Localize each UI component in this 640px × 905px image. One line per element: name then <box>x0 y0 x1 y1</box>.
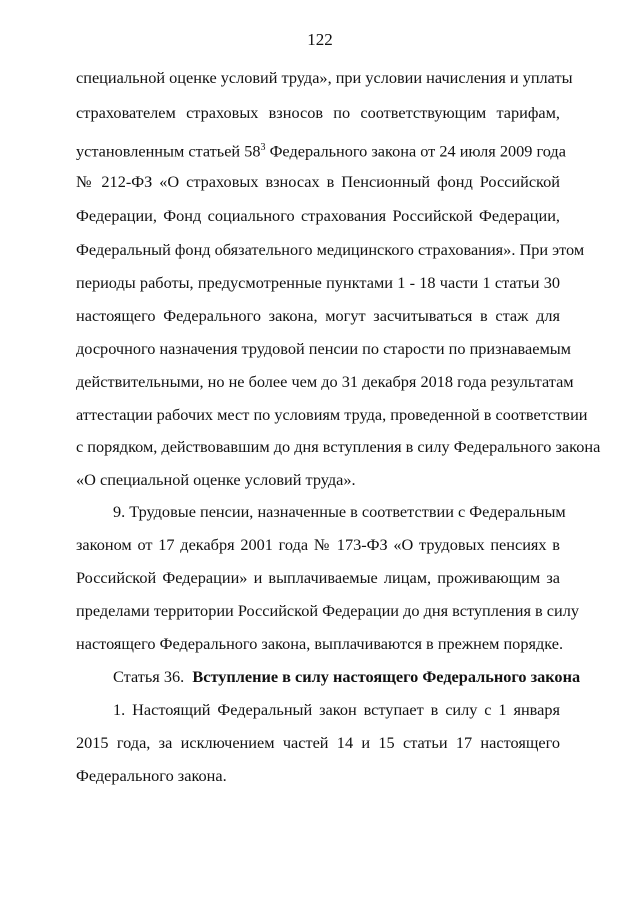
paragraph-line: «О специальной оценке условий труда». <box>76 470 356 489</box>
paragraph-line: специальной оценке условий труда», при условии начисления и уплаты <box>76 68 573 87</box>
paragraph-line: 1. Настоящий Федеральный закон вступает в силу с 1 января <box>113 700 560 719</box>
article-label: Статья 36. <box>113 667 185 686</box>
paragraph-line-with-superscript <box>76 138 566 161</box>
paragraph-line: аттестации рабочих мест по условиям труда, проведенной в соответствии <box>76 405 588 424</box>
paragraph-line: Российской Федерации» и выплачиваемые лицам, проживающим за <box>76 568 560 587</box>
paragraph-line: настоящего Федерального закона, выплачиваются в прежнем порядке. <box>76 634 564 653</box>
paragraph-line: периоды работы, предусмотренные пунктами 1 - 18 части 1 статьи 30 <box>76 273 560 292</box>
article-heading <box>113 667 581 687</box>
paragraph-line: 9. Трудовые пенсии, назначенные в соответствии с Федеральным <box>113 502 566 521</box>
paragraph-line: законом от 17 декабря 2001 года № 173-ФЗ «О трудовых пенсиях в <box>76 535 560 554</box>
paragraph-line: с порядком, действовавшим до дня вступления в силу Федерального закона <box>76 437 601 456</box>
paragraph-line: 2015 года, за исключением частей 14 и 15 статьи 17 настоящего <box>76 733 560 752</box>
text-segment: установленным статьей 58 <box>76 141 261 161</box>
page-number: 122 <box>307 30 333 49</box>
paragraph-line: Федеральный фонд обязательного медицинского страхования». При этом <box>76 240 585 259</box>
paragraph-line: пределами территории Российской Федерации до дня вступления в силу <box>76 601 580 620</box>
paragraph-line: действительными, но не более чем до 31 декабря 2018 года результатам <box>76 372 574 391</box>
paragraph-line: страхователем страховых взносов по соответствующим тарифам, <box>76 103 560 122</box>
paragraph-line: досрочного назначения трудовой пенсии по старости по признаваемым <box>76 339 571 358</box>
paragraph-line: настоящего Федерального закона, могут засчитываться в стаж для <box>76 306 560 325</box>
superscript: 3 <box>260 142 266 153</box>
paragraph-line: Федерации, Фонд социального страхования Российской Федерации, <box>76 206 560 225</box>
text-segment: Федерального закона от 24 июля 2009 года <box>265 141 566 161</box>
paragraph-line: № 212-ФЗ «О страховых взносах в Пенсионный фонд Российской <box>76 172 560 191</box>
article-title: Вступление в силу настоящего Федерального закона <box>192 667 581 686</box>
paragraph-line: Федерального закона. <box>76 766 227 785</box>
